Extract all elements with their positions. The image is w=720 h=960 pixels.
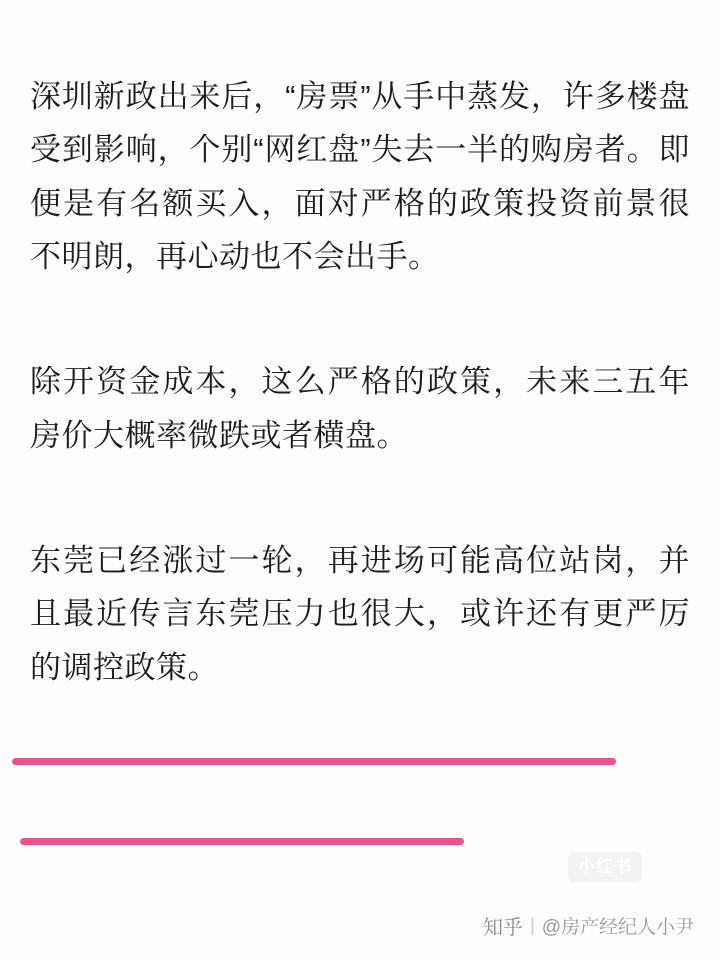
footer-author-label: @房产经纪人小尹 bbox=[541, 917, 694, 938]
paragraph-2: 除开资金成本，这么严格的政策，未来三五年房价大概率微跌或者横盘。 bbox=[30, 364, 690, 453]
footer-attribution bbox=[483, 911, 694, 940]
paragraph-1: 深圳新政出来后，“房票”从手中蒸发，许多楼盘受到影响，个别“网红盘”失去一半的购房者。即便是有名额买入，面对严格的政策投资前景很不明朗，再心动也不会出手。 bbox=[30, 79, 690, 274]
footer-brand-label: 知乎 bbox=[483, 917, 524, 939]
highlight-underline-2 bbox=[20, 838, 464, 845]
watermark-badge: 小红书 bbox=[568, 852, 642, 882]
highlight-underline-1 bbox=[12, 758, 616, 765]
paragraph-3: 东莞已经涨过一轮，再进场可能高位站岗，并且最近传言东莞压力也很大，或许还有更严厉的调控政策。 bbox=[30, 542, 690, 685]
footer-separator: | bbox=[530, 915, 535, 935]
